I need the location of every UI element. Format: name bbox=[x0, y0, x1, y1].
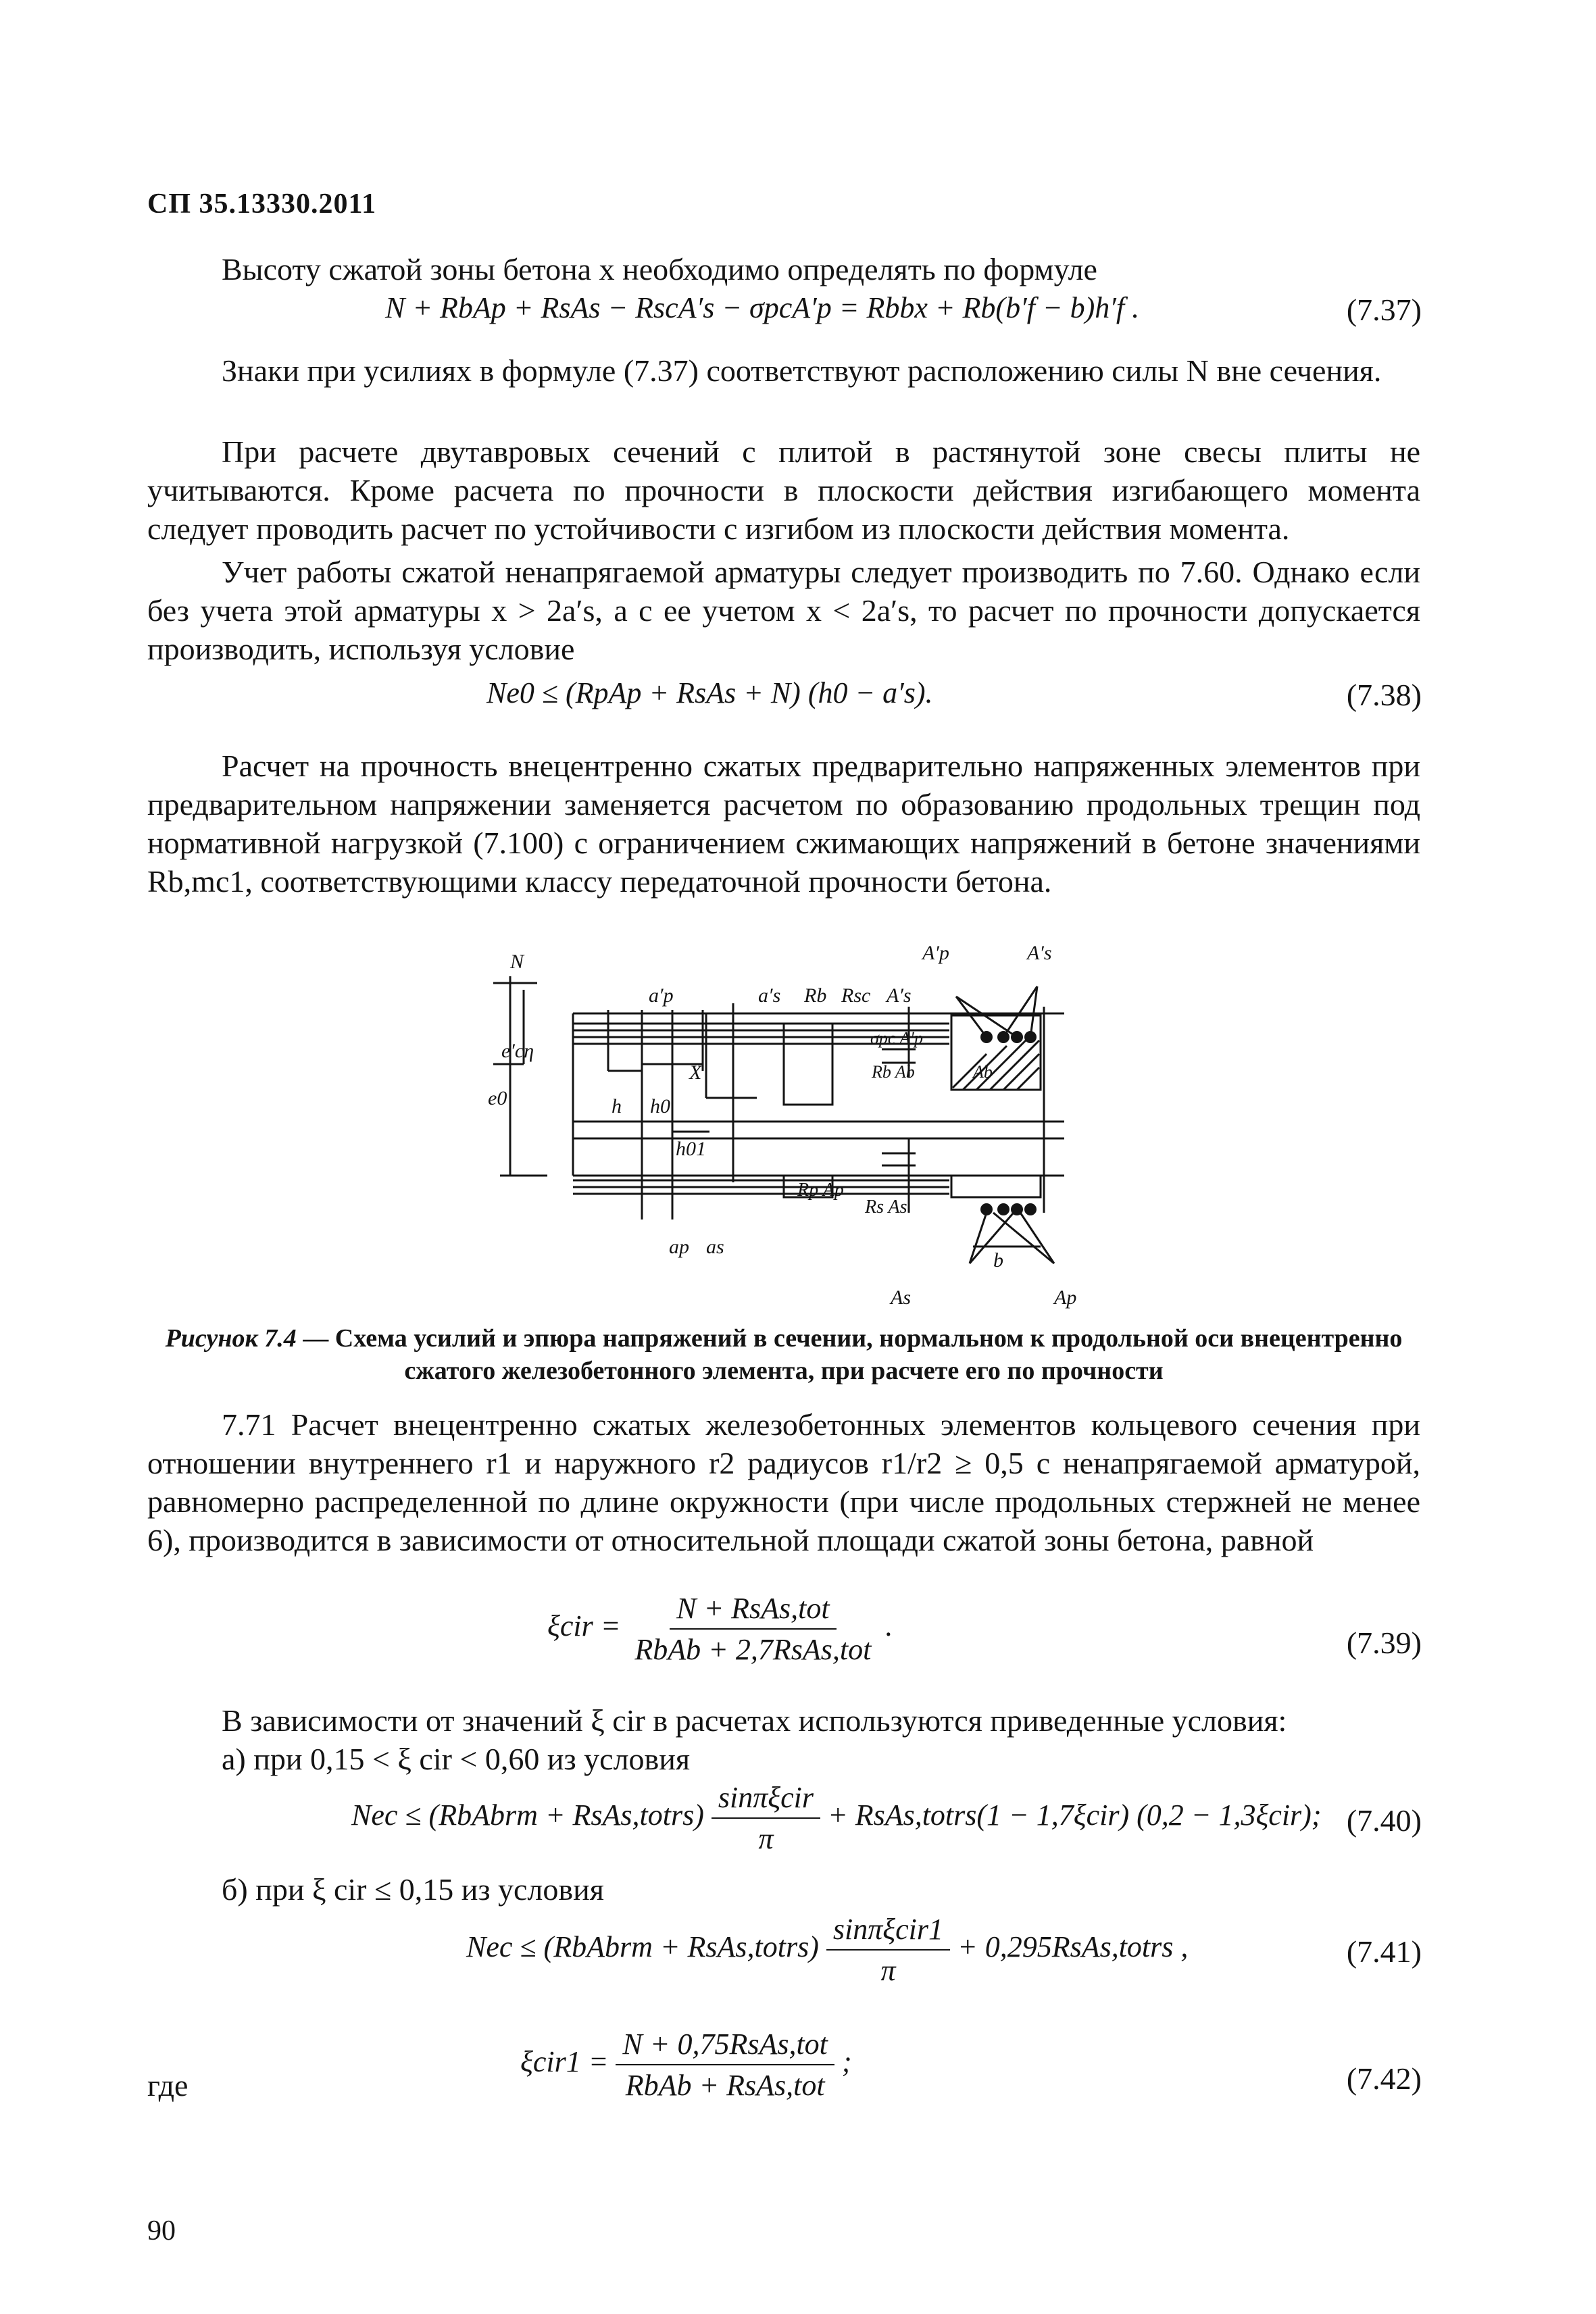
paragraph: 7.71 Расчет внецентренно сжатых железобетонных элементов кольцевого сечения при отношении внутреннего r1 и наружного r2 радиусов r1/r2 ≥ 0,5 с ненапрягаемой арматурой, равномерно распределенной по длине окружности (при числе продольных стержней не менее 6), производится в зависимости от относительной площади сжатой зоны бетона, равной bbox=[147, 1407, 1420, 1557]
label-sigma: σpc A′p bbox=[870, 1028, 923, 1048]
label-h0: h0 bbox=[650, 1095, 670, 1117]
label-RpAp: Rp Ap bbox=[797, 1180, 844, 1201]
label-h01: h01 bbox=[676, 1138, 706, 1160]
label-as-top: a′s bbox=[758, 984, 781, 1007]
label-As-top: A′s bbox=[887, 984, 912, 1007]
label-As-bot: As bbox=[891, 1286, 911, 1309]
caption-text: — Схема усилий и эпюра напряжений в сечении, нормальном к продольной оси внецентренно сжатого железобетонного элемента, при расчете его по прочности bbox=[296, 1324, 1403, 1385]
section-diagram bbox=[473, 936, 1122, 1311]
label-h: h bbox=[612, 1095, 622, 1117]
figure-caption bbox=[147, 1322, 1420, 1387]
page-number: 90 bbox=[147, 2215, 176, 2246]
label-RsAs: Rs As bbox=[865, 1197, 907, 1217]
paragraph: Высоту сжатой зоны бетона x необходимо определять по формуле bbox=[222, 252, 1097, 286]
label-Ap-bot: Ap bbox=[1054, 1286, 1077, 1309]
formula-number: (7.37) bbox=[1346, 293, 1422, 327]
label-as-bot: as bbox=[706, 1236, 724, 1258]
paragraph: Знаки при усилиях в формуле (7.37) соответствуют расположению силы N вне сечения. bbox=[222, 353, 1382, 388]
label-Rsc: Rsc bbox=[841, 984, 871, 1007]
label-e0: e0 bbox=[488, 1087, 507, 1109]
formula-7-37: N + RbAp + RsAs − RscA′s − σpcA′p = Rbbx + Rb(b′f − b)h′f . bbox=[385, 291, 1140, 324]
formula-7-38: Ne0 ≤ (RpAp + RsAs + N) (h0 − a′s). bbox=[487, 676, 933, 709]
label-N: N bbox=[510, 951, 524, 973]
paragraph: а) при 0,15 < ξ cir < 0,60 из условия bbox=[222, 1742, 691, 1776]
paragraph: б) при ξ cir ≤ 0,15 из условия bbox=[222, 1872, 604, 1907]
label-ap-bot: ap bbox=[669, 1236, 689, 1258]
formula-number: (7.41) bbox=[1346, 1934, 1422, 1969]
where-label: где bbox=[147, 2068, 189, 2103]
formula-number: (7.39) bbox=[1346, 1626, 1422, 1660]
label-Ap-top: A′p bbox=[922, 942, 949, 964]
label-b: b bbox=[993, 1249, 1003, 1272]
formula-7-42: ξcir1 = $\frac{\text{N + 0,75RsAs,tot}}{\text{RbAb + RsAs,tot}}$ ; bbox=[520, 2028, 852, 2102]
label-Rb: Rb bbox=[804, 984, 827, 1007]
paragraph: Расчет на прочность внецентренно сжатых предварительно напряженных элементов при предварительном напряжении заменяется расчетом по образованию продольных трещин под нормативной нагрузкой (7.100) с ограничением сжимающих напряжений в бетоне значениями Rb,mc1, соответствующими классу передаточной прочности бетона. bbox=[147, 749, 1420, 899]
label-As-top2: A′s bbox=[1027, 942, 1052, 964]
label-Ab: Ab bbox=[973, 1062, 993, 1082]
label-ap-top: a′p bbox=[649, 984, 674, 1007]
formula-number: (7.38) bbox=[1346, 678, 1422, 712]
caption-label: Рисунок 7.4 bbox=[165, 1324, 297, 1353]
formula-number: (7.42) bbox=[1346, 2061, 1422, 2096]
formula-7-39: ξcir = $\frac{\text{N + RsAs,tot}}{\text{RbAb + 2,7RsAs,tot}}$ . bbox=[547, 1592, 893, 1666]
paragraph: При расчете двутавровых сечений с плитой в растянутой зоне свесы плиты не учитываются. Кроме расчета по прочности в плоскости действия изгибающего момента следует проводить расчет по устойчивости с изгибом из плоскости действия момента. bbox=[147, 434, 1420, 546]
paragraph: В зависимости от значений ξ cir в расчетах используются приведенные условия: bbox=[222, 1703, 1287, 1738]
label-RbAb: Rb Ab bbox=[872, 1062, 915, 1082]
formula-7-40: Nec ≤ (RbAbrm + RsAs,totrs) $\frac{\text{sinπξcir}}{\pi}$ + RsAs,totrs(1 − 1,7ξcir) (0,2 − 1,3ξcir); bbox=[351, 1781, 1322, 1855]
formula-number: (7.40) bbox=[1346, 1803, 1422, 1838]
running-header: СП 35.13330.2011 bbox=[147, 188, 377, 220]
label-ecn: e′cη bbox=[501, 1040, 534, 1062]
label-X: X bbox=[689, 1061, 702, 1084]
formula-7-41: Nec ≤ (RbAbrm + RsAs,totrs) $\frac{\text{sinπξcir1}}{\pi}$ + 0,295RsAs,totrs , bbox=[466, 1913, 1189, 1987]
paragraph: Учет работы сжатой ненапрягаемой арматуры следует производить по 7.60. Однако если без учета этой арматуры x > 2a′s, а с ее учетом x < 2a′s, то расчет по прочности допускается производить, используя условие bbox=[147, 555, 1420, 666]
